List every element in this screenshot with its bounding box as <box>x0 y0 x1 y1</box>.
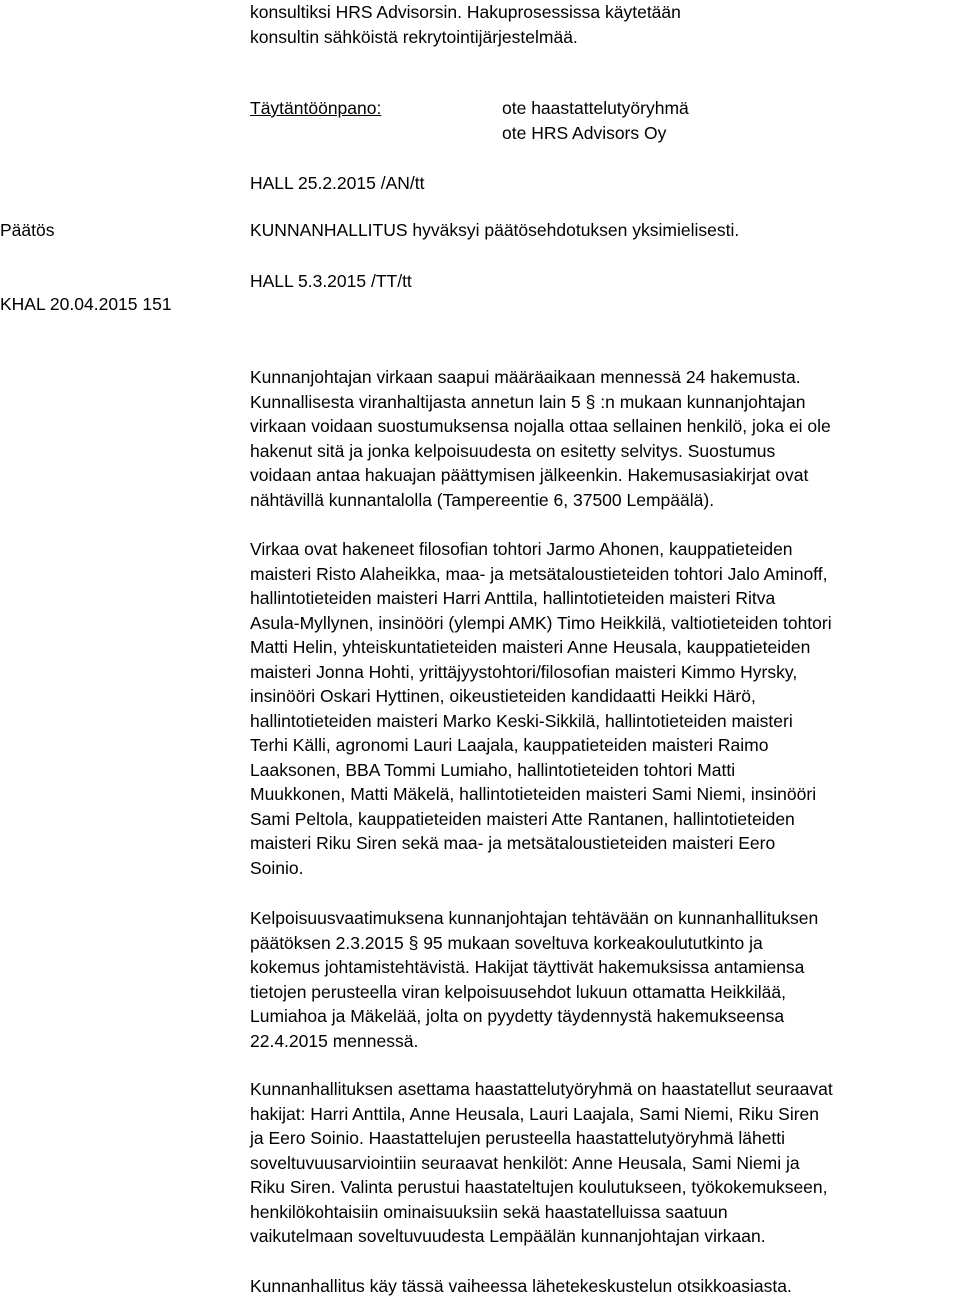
paragraph-line: voidaan antaa hakuajan päättymisen jälkeenkin. Hakemusasiakirjat ovat <box>250 465 809 485</box>
intro-paragraph <box>250 0 681 49</box>
paragraph-eligibility <box>250 906 818 1053</box>
reference-2: HALL 5.3.2015 /TT/tt <box>250 271 412 291</box>
recipient-item: ote haastattelutyöryhmä <box>502 98 689 118</box>
paragraph-line: hakijat: Harri Anttila, Anne Heusala, Lauri Laajala, Sami Niemi, Riku Siren <box>250 1103 820 1124</box>
paragraph-line: nähtävillä kunnantalolla (Tampereentie 6, 37500 Lempäälä). <box>250 489 715 510</box>
paragraph-line: Sami Peltola, kauppatieteiden maisteri Atte Rantanen, hallintotieteiden <box>250 808 795 829</box>
paragraph-final-note: Kunnanhallitus käy tässä vaiheessa lähetekeskustelun otsikkoasiasta. <box>250 1276 792 1296</box>
paragraph-line: Virkaa ovat hakeneet filosofian tohtori Jarmo Ahonen, kauppatieteiden <box>250 539 793 559</box>
paragraph-interviews <box>250 1077 833 1249</box>
paragraph-line: virkaan voidaan suostumuksensa nojalla ottaa sellainen henkilö, joka ei ole <box>250 416 831 436</box>
paragraph-line: Kunnallisesta viranhaltijasta annetun lain 5 § :n mukaan kunnanjohtajan <box>250 391 806 412</box>
decision-label: Päätös <box>0 220 55 240</box>
paragraph-line: insinööri Oskari Hyttinen, oikeustieteiden kandidaatti Heikki Härö, <box>250 686 756 706</box>
recipient-item: ote HRS Advisors Oy <box>502 122 667 143</box>
intro-line: konsultin sähköistä rekrytointijärjestelmää. <box>250 26 578 47</box>
paragraph-line: maisteri Jonna Hohti, yrittäjyystohtori/filosofian maisteri Kimmo Hyrsky, <box>250 661 798 682</box>
execution-label: Täytäntöönpano: <box>250 98 382 118</box>
paragraph-line: maisteri Riku Siren sekä maa- ja metsätaloustieteiden maisteri Eero <box>250 833 776 853</box>
paragraph-line: ja Eero Soinio. Haastattelujen perusteella haastattelutyöryhmä lähetti <box>250 1128 786 1148</box>
paragraph-line: Kelpoisuusvaatimuksena kunnanjohtajan tehtävään on kunnanhallituksen <box>250 908 819 928</box>
paragraph-line: Riku Siren. Valinta perustui haastateltujen koulutukseen, työkokemukseen, <box>250 1177 828 1197</box>
execution-recipients <box>502 96 689 145</box>
paragraph-line: henkilökohtaisiin ominaisuuksiin sekä haastatelluissa saatuun <box>250 1201 728 1222</box>
paragraph-line: Kunnanjohtajan virkaan saapui määräaikaan mennessä 24 hakemusta. <box>250 367 801 387</box>
paragraph-line: Matti Helin, yhteiskuntatieteiden maisteri Anne Heusala, kauppatieteiden <box>250 637 811 657</box>
paragraph-line: kokemus johtamistehtävistä. Hakijat täyttivät hakemuksissa antamiensa <box>250 957 805 977</box>
paragraph-line: päätöksen 2.3.2015 § 95 mukaan soveltuva korkeakoulututkinto ja <box>250 932 763 953</box>
paragraph-line: Kunnanhallituksen asettama haastattelutyöryhmä on haastatellut seuraavat <box>250 1079 833 1099</box>
paragraph-line: Soinio. <box>250 857 304 878</box>
paragraph-line: Lumiahoa ja Mäkelää, jolta on pyydetty täydennystä hakemukseensa <box>250 1006 785 1026</box>
paragraph-line: 22.4.2015 mennessä. <box>250 1030 419 1051</box>
paragraph-applications <box>250 365 831 512</box>
paragraph-line: hallintotieteiden maisteri Marko Keski-Sikkilä, hallintotieteiden maisteri <box>250 710 793 731</box>
paragraph-applicants <box>250 537 832 880</box>
khal-section-number: KHAL 20.04.2015 151 <box>0 294 172 314</box>
paragraph-line: vaikutelmaan soveltuvuudesta Lempäälän kunnanjohtajan virkaan. <box>250 1226 766 1246</box>
decision-text: KUNNANHALLITUS hyväksyi päätösehdotuksen yksimielisesti. <box>250 220 740 240</box>
paragraph-line: Terhi Källi, agronomi Lauri Laajala, kauppatieteiden maisteri Raimo <box>250 735 769 755</box>
intro-line: konsultiksi HRS Advisorsin. Hakuprosessissa käytetään <box>250 2 681 22</box>
paragraph-line: tietojen perusteella viran kelpoisuusehdot lukuun ottamatta Heikkilää, <box>250 981 787 1002</box>
paragraph-line: soveltuvuusarviointiin seuraavat henkilöt: Anne Heusala, Sami Niemi ja <box>250 1152 800 1173</box>
paragraph-line: hallintotieteiden maisteri Harri Anttila, hallintotieteiden maisteri Ritva <box>250 588 776 608</box>
paragraph-line: Muukkonen, Matti Mäkelä, hallintotieteiden maisteri Sami Niemi, insinööri <box>250 784 817 804</box>
paragraph-line: maisteri Risto Alaheikka, maa- ja metsätaloustieteiden tohtori Jalo Aminoff, <box>250 563 828 584</box>
reference-1: HALL 25.2.2015 /AN/tt <box>250 173 425 193</box>
paragraph-line: Asula-Myllynen, insinööri (ylempi AMK) Timo Heikkilä, valtiotieteiden tohtori <box>250 612 832 633</box>
paragraph-line: hakenut sitä ja jonka kelpoisuudesta on esitetty selvitys. Suostumus <box>250 440 776 461</box>
paragraph-line: Laaksonen, BBA Tommi Lumiaho, hallintotieteiden tohtori Matti <box>250 759 736 780</box>
